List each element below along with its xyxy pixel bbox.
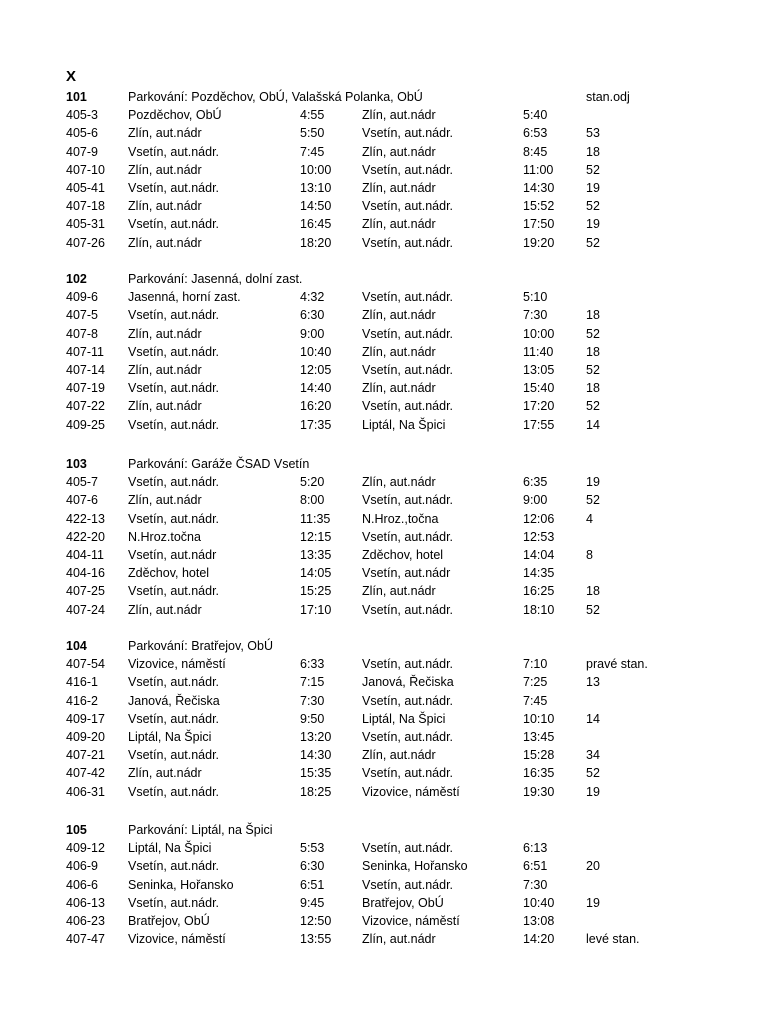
to-stop: Vsetín, aut.nádr. bbox=[362, 766, 454, 781]
trip-id: 405-31 bbox=[66, 217, 105, 232]
to-stop: Janová, Řečiska bbox=[362, 675, 454, 690]
schedule-block bbox=[0, 637, 768, 801]
departure-time: 4:32 bbox=[300, 290, 325, 305]
arrival-time: 13:08 bbox=[523, 913, 555, 928]
table-row bbox=[0, 361, 768, 379]
arrival-time: 11:00 bbox=[523, 162, 554, 177]
departure-time: 16:20 bbox=[300, 399, 332, 414]
from-stop: Zlín, aut.nádr bbox=[128, 602, 202, 617]
trip-id: 407-19 bbox=[66, 381, 105, 396]
departure-time: 6:51 bbox=[300, 877, 325, 892]
trip-id: 407-6 bbox=[66, 493, 98, 508]
to-stop: Vsetín, aut.nádr. bbox=[362, 235, 454, 250]
trip-id: 407-5 bbox=[66, 308, 98, 323]
trip-id: 405-3 bbox=[66, 108, 98, 123]
to-stop: Zlín, aut.nádr bbox=[362, 108, 436, 123]
from-stop: Zlín, aut.nádr bbox=[128, 235, 202, 250]
trip-id: 416-1 bbox=[66, 675, 98, 690]
trip-id: 409-25 bbox=[66, 417, 105, 432]
table-row bbox=[0, 234, 768, 252]
trip-id: 404-11 bbox=[66, 547, 104, 562]
arrival-time: 15:28 bbox=[523, 748, 555, 763]
table-row bbox=[0, 288, 768, 306]
stand-note: 18 bbox=[586, 344, 600, 359]
to-stop: Zlín, aut.nádr bbox=[362, 381, 436, 396]
to-stop: Zlín, aut.nádr bbox=[362, 344, 436, 359]
arrival-time: 5:40 bbox=[523, 108, 548, 123]
arrival-time: 7:10 bbox=[523, 657, 548, 672]
from-stop: Vsetín, aut.nádr. bbox=[128, 675, 220, 690]
parking-label: Parkování: Garáže ČSAD Vsetín bbox=[128, 457, 310, 471]
table-row bbox=[0, 601, 768, 619]
departure-time: 10:40 bbox=[300, 344, 332, 359]
arrival-time: 7:30 bbox=[523, 308, 548, 323]
departure-time: 10:00 bbox=[300, 162, 332, 177]
table-row bbox=[0, 912, 768, 930]
table-row bbox=[0, 179, 768, 197]
departure-time: 12:50 bbox=[300, 913, 332, 928]
from-stop: Vsetín, aut.nádr bbox=[128, 547, 217, 562]
departure-time: 6:30 bbox=[300, 308, 325, 323]
stand-note: 14 bbox=[586, 417, 600, 432]
to-stop: Zlín, aut.nádr bbox=[362, 932, 436, 947]
table-row bbox=[0, 564, 768, 582]
to-stop: Vsetín, aut.nádr. bbox=[362, 602, 454, 617]
trip-id: 406-13 bbox=[66, 895, 105, 910]
stand-note: 18 bbox=[586, 144, 600, 159]
departure-time: 14:05 bbox=[300, 566, 332, 581]
table-row bbox=[0, 839, 768, 857]
arrival-time: 12:53 bbox=[523, 529, 555, 544]
trip-id: 404-16 bbox=[66, 566, 105, 581]
block-number: 105 bbox=[66, 823, 87, 837]
to-stop: Vsetín, aut.nádr. bbox=[362, 126, 454, 141]
arrival-time: 19:30 bbox=[523, 784, 555, 799]
from-stop: Vsetín, aut.nádr. bbox=[128, 784, 220, 799]
block-number: 102 bbox=[66, 272, 87, 286]
trip-id: 406-9 bbox=[66, 859, 98, 874]
to-stop: Zlín, aut.nádr bbox=[362, 584, 436, 599]
from-stop: Vsetín, aut.nádr. bbox=[128, 895, 220, 910]
to-stop: Vsetín, aut.nádr. bbox=[362, 199, 454, 214]
table-row bbox=[0, 764, 768, 782]
arrival-time: 17:55 bbox=[523, 417, 555, 432]
table-row bbox=[0, 491, 768, 509]
stand-note: 18 bbox=[586, 308, 600, 323]
from-stop: Vsetín, aut.nádr. bbox=[128, 748, 220, 763]
to-stop: Vsetín, aut.nádr. bbox=[362, 877, 454, 892]
departure-time: 14:30 bbox=[300, 748, 332, 763]
from-stop: Jasenná, horní zast. bbox=[128, 290, 241, 305]
departure-time: 6:30 bbox=[300, 859, 325, 874]
parking-label: Parkování: Pozděchov, ObÚ, Valašská Polanka, ObÚ bbox=[128, 90, 423, 104]
arrival-time: 17:20 bbox=[523, 399, 555, 414]
departure-time: 7:45 bbox=[300, 144, 325, 159]
table-row bbox=[0, 197, 768, 215]
stand-note: 52 bbox=[586, 399, 600, 414]
document-title: X bbox=[66, 68, 77, 85]
departure-time: 7:15 bbox=[300, 675, 325, 690]
to-stop: Vsetín, aut.nádr. bbox=[362, 326, 454, 341]
departure-time: 9:45 bbox=[300, 895, 325, 910]
to-stop: N.Hroz.,točna bbox=[362, 511, 439, 526]
table-row bbox=[0, 710, 768, 728]
departure-time: 12:15 bbox=[300, 529, 332, 544]
departure-time: 5:20 bbox=[300, 475, 325, 490]
trip-id: 407-25 bbox=[66, 584, 105, 599]
table-row bbox=[0, 124, 768, 142]
arrival-time: 15:52 bbox=[523, 199, 555, 214]
to-stop: Vsetín, aut.nádr. bbox=[362, 841, 454, 856]
table-row bbox=[0, 416, 768, 434]
departure-time: 13:20 bbox=[300, 729, 332, 744]
arrival-time: 6:35 bbox=[523, 475, 548, 490]
table-row bbox=[0, 215, 768, 233]
trip-id: 407-24 bbox=[66, 602, 105, 617]
table-row bbox=[0, 397, 768, 415]
stand-note: 14 bbox=[586, 711, 600, 726]
trip-id: 406-6 bbox=[66, 877, 98, 892]
from-stop: Liptál, Na Špici bbox=[128, 729, 212, 744]
stand-note: 18 bbox=[586, 381, 600, 396]
from-stop: Vsetín, aut.nádr. bbox=[128, 584, 220, 599]
departure-time: 6:33 bbox=[300, 657, 325, 672]
table-row bbox=[0, 746, 768, 764]
to-stop: Liptál, Na Špici bbox=[362, 711, 446, 726]
arrival-time: 16:25 bbox=[523, 584, 555, 599]
to-stop: Vsetín, aut.nádr. bbox=[362, 693, 454, 708]
from-stop: Zlín, aut.nádr bbox=[128, 493, 202, 508]
trip-id: 416-2 bbox=[66, 693, 98, 708]
from-stop: Vizovice, náměstí bbox=[128, 932, 226, 947]
from-stop: Vsetín, aut.nádr. bbox=[128, 511, 220, 526]
parking-label: Parkování: Bratřejov, ObÚ bbox=[128, 639, 273, 653]
arrival-time: 17:50 bbox=[523, 217, 555, 232]
stand-note: 19 bbox=[586, 784, 600, 799]
departure-time: 12:05 bbox=[300, 362, 332, 377]
table-row bbox=[0, 528, 768, 546]
from-stop: Vizovice, náměstí bbox=[128, 657, 226, 672]
from-stop: Vsetín, aut.nádr. bbox=[128, 180, 220, 195]
block-header bbox=[0, 88, 768, 106]
table-row bbox=[0, 325, 768, 343]
to-stop: Zlín, aut.nádr bbox=[362, 144, 436, 159]
arrival-time: 12:06 bbox=[523, 511, 555, 526]
block-header bbox=[0, 637, 768, 655]
from-stop: N.Hroz.točna bbox=[128, 529, 201, 544]
trip-id: 409-17 bbox=[66, 711, 105, 726]
arrival-time: 7:25 bbox=[523, 675, 548, 690]
departure-time: 17:10 bbox=[300, 602, 332, 617]
stand-note: 52 bbox=[586, 162, 600, 177]
trip-id: 407-26 bbox=[66, 235, 105, 250]
departure-time: 15:25 bbox=[300, 584, 332, 599]
parking-label: Parkování: Jasenná, dolní zast. bbox=[128, 272, 303, 286]
table-row bbox=[0, 655, 768, 673]
departure-time: 5:53 bbox=[300, 841, 325, 856]
to-stop: Vsetín, aut.nádr. bbox=[362, 657, 454, 672]
from-stop: Vsetín, aut.nádr. bbox=[128, 344, 220, 359]
arrival-time: 16:35 bbox=[523, 766, 555, 781]
to-stop: Vsetín, aut.nádr. bbox=[362, 162, 454, 177]
stand-note: 18 bbox=[586, 584, 600, 599]
arrival-time: 7:30 bbox=[523, 877, 548, 892]
schedule-block bbox=[0, 88, 768, 252]
trip-id: 407-42 bbox=[66, 766, 105, 781]
table-row bbox=[0, 673, 768, 691]
arrival-time: 13:05 bbox=[523, 362, 555, 377]
arrival-time: 6:13 bbox=[523, 841, 548, 856]
departure-time: 9:00 bbox=[300, 326, 325, 341]
trip-id: 407-54 bbox=[66, 657, 105, 672]
trip-id: 405-7 bbox=[66, 475, 98, 490]
from-stop: Bratřejov, ObÚ bbox=[128, 913, 210, 928]
arrival-time: 15:40 bbox=[523, 381, 555, 396]
departure-time: 8:00 bbox=[300, 493, 325, 508]
trip-id: 407-11 bbox=[66, 344, 104, 359]
table-row bbox=[0, 473, 768, 491]
to-stop: Vsetín, aut.nádr bbox=[362, 566, 451, 581]
arrival-time: 10:10 bbox=[523, 711, 555, 726]
trip-id: 407-8 bbox=[66, 326, 98, 341]
parking-label: Parkování: Liptál, na Špici bbox=[128, 823, 273, 837]
block-header bbox=[0, 455, 768, 473]
departure-time: 17:35 bbox=[300, 417, 332, 432]
from-stop: Zděchov, hotel bbox=[128, 566, 210, 581]
stand-note: 52 bbox=[586, 493, 600, 508]
trip-id: 407-22 bbox=[66, 399, 105, 414]
table-row bbox=[0, 106, 768, 124]
to-stop: Vsetín, aut.nádr. bbox=[362, 362, 454, 377]
from-stop: Liptál, Na Špici bbox=[128, 841, 212, 856]
to-stop: Zděchov, hotel bbox=[362, 547, 444, 562]
arrival-time: 14:35 bbox=[523, 566, 555, 581]
from-stop: Zlín, aut.nádr bbox=[128, 362, 202, 377]
departure-time: 15:35 bbox=[300, 766, 332, 781]
table-row bbox=[0, 343, 768, 361]
departure-time: 4:55 bbox=[300, 108, 325, 123]
from-stop: Vsetín, aut.nádr. bbox=[128, 475, 220, 490]
to-stop: Vsetín, aut.nádr. bbox=[362, 729, 454, 744]
stand-note: 20 bbox=[586, 859, 600, 874]
trip-id: 405-41 bbox=[66, 180, 105, 195]
trip-id: 407-9 bbox=[66, 144, 98, 159]
departure-time: 18:25 bbox=[300, 784, 332, 799]
table-row bbox=[0, 857, 768, 875]
table-row bbox=[0, 783, 768, 801]
block-note: stan.odj bbox=[586, 90, 630, 104]
trip-id: 409-20 bbox=[66, 729, 105, 744]
to-stop: Vsetín, aut.nádr. bbox=[362, 493, 454, 508]
table-row bbox=[0, 143, 768, 161]
schedule-block bbox=[0, 455, 768, 619]
stand-note: 19 bbox=[586, 217, 600, 232]
to-stop: Liptál, Na Špici bbox=[362, 417, 446, 432]
to-stop: Seninka, Hořansko bbox=[362, 859, 468, 874]
to-stop: Zlín, aut.nádr bbox=[362, 475, 436, 490]
to-stop: Bratřejov, ObÚ bbox=[362, 895, 444, 910]
stand-note: 19 bbox=[586, 180, 600, 195]
departure-time: 18:20 bbox=[300, 235, 332, 250]
table-row bbox=[0, 876, 768, 894]
stand-note: levé stan. bbox=[586, 932, 640, 947]
to-stop: Zlín, aut.nádr bbox=[362, 308, 436, 323]
table-row bbox=[0, 161, 768, 179]
to-stop: Vsetín, aut.nádr. bbox=[362, 290, 454, 305]
departure-time: 13:10 bbox=[300, 180, 332, 195]
table-row bbox=[0, 582, 768, 600]
arrival-time: 9:00 bbox=[523, 493, 548, 508]
stand-note: 52 bbox=[586, 326, 600, 341]
table-row bbox=[0, 546, 768, 564]
block-header bbox=[0, 270, 768, 288]
from-stop: Vsetín, aut.nádr. bbox=[128, 711, 220, 726]
from-stop: Vsetín, aut.nádr. bbox=[128, 381, 220, 396]
trip-id: 422-13 bbox=[66, 511, 105, 526]
stand-note: 52 bbox=[586, 199, 600, 214]
table-row bbox=[0, 930, 768, 948]
stand-note: 53 bbox=[586, 126, 600, 141]
block-number: 101 bbox=[66, 90, 87, 104]
to-stop: Vsetín, aut.nádr. bbox=[362, 399, 454, 414]
trip-id: 407-18 bbox=[66, 199, 105, 214]
departure-time: 7:30 bbox=[300, 693, 325, 708]
arrival-time: 5:10 bbox=[523, 290, 548, 305]
departure-time: 14:40 bbox=[300, 381, 332, 396]
departure-time: 16:45 bbox=[300, 217, 332, 232]
to-stop: Zlín, aut.nádr bbox=[362, 217, 436, 232]
to-stop: Vsetín, aut.nádr. bbox=[362, 529, 454, 544]
trip-id: 409-6 bbox=[66, 290, 98, 305]
block-header bbox=[0, 821, 768, 839]
block-number: 104 bbox=[66, 639, 87, 653]
arrival-time: 19:20 bbox=[523, 235, 555, 250]
trip-id: 407-10 bbox=[66, 162, 105, 177]
departure-time: 5:50 bbox=[300, 126, 325, 141]
from-stop: Zlín, aut.nádr bbox=[128, 399, 202, 414]
stand-note: 52 bbox=[586, 766, 600, 781]
from-stop: Vsetín, aut.nádr. bbox=[128, 217, 220, 232]
arrival-time: 6:53 bbox=[523, 126, 548, 141]
table-row bbox=[0, 728, 768, 746]
from-stop: Vsetín, aut.nádr. bbox=[128, 417, 220, 432]
stand-note: 52 bbox=[586, 602, 600, 617]
trip-id: 407-21 bbox=[66, 748, 105, 763]
departure-time: 13:35 bbox=[300, 547, 332, 562]
trip-id: 407-14 bbox=[66, 362, 105, 377]
arrival-time: 13:45 bbox=[523, 729, 555, 744]
from-stop: Zlín, aut.nádr bbox=[128, 162, 202, 177]
stand-note: 19 bbox=[586, 475, 600, 490]
to-stop: Vizovice, náměstí bbox=[362, 784, 460, 799]
block-number: 103 bbox=[66, 457, 87, 471]
trip-id: 407-47 bbox=[66, 932, 105, 947]
to-stop: Zlín, aut.nádr bbox=[362, 748, 436, 763]
arrival-time: 14:30 bbox=[523, 180, 555, 195]
trip-id: 405-6 bbox=[66, 126, 98, 141]
schedule-block bbox=[0, 821, 768, 948]
departure-time: 13:55 bbox=[300, 932, 332, 947]
arrival-time: 6:51 bbox=[523, 859, 548, 874]
from-stop: Vsetín, aut.nádr. bbox=[128, 308, 220, 323]
to-stop: Vizovice, náměstí bbox=[362, 913, 460, 928]
arrival-time: 10:40 bbox=[523, 895, 555, 910]
from-stop: Seninka, Hořansko bbox=[128, 877, 234, 892]
from-stop: Zlín, aut.nádr bbox=[128, 199, 202, 214]
arrival-time: 14:04 bbox=[523, 547, 555, 562]
trip-id: 422-20 bbox=[66, 529, 105, 544]
table-row bbox=[0, 692, 768, 710]
arrival-time: 10:00 bbox=[523, 326, 555, 341]
departure-time: 14:50 bbox=[300, 199, 332, 214]
trip-id: 406-23 bbox=[66, 913, 105, 928]
schedule-block bbox=[0, 270, 768, 434]
from-stop: Pozděchov, ObÚ bbox=[128, 108, 222, 123]
table-row bbox=[0, 379, 768, 397]
stand-note: 8 bbox=[586, 547, 593, 562]
stand-note: 34 bbox=[586, 748, 600, 763]
arrival-time: 18:10 bbox=[523, 602, 555, 617]
stand-note: 4 bbox=[586, 511, 593, 526]
table-row bbox=[0, 306, 768, 324]
to-stop: Zlín, aut.nádr bbox=[362, 180, 436, 195]
from-stop: Zlín, aut.nádr bbox=[128, 326, 202, 341]
arrival-time: 7:45 bbox=[523, 693, 548, 708]
stand-note: 52 bbox=[586, 235, 600, 250]
from-stop: Janová, Řečiska bbox=[128, 693, 220, 708]
trip-id: 409-12 bbox=[66, 841, 105, 856]
from-stop: Zlín, aut.nádr bbox=[128, 126, 202, 141]
stand-note: 13 bbox=[586, 675, 600, 690]
from-stop: Vsetín, aut.nádr. bbox=[128, 859, 220, 874]
stand-note: pravé stan. bbox=[586, 657, 648, 672]
trip-id: 406-31 bbox=[66, 784, 105, 799]
arrival-time: 11:40 bbox=[523, 344, 554, 359]
departure-time: 11:35 bbox=[300, 511, 331, 526]
table-row bbox=[0, 894, 768, 912]
departure-time: 9:50 bbox=[300, 711, 325, 726]
table-row bbox=[0, 510, 768, 528]
arrival-time: 8:45 bbox=[523, 144, 548, 159]
from-stop: Zlín, aut.nádr bbox=[128, 766, 202, 781]
from-stop: Vsetín, aut.nádr. bbox=[128, 144, 220, 159]
arrival-time: 14:20 bbox=[523, 932, 555, 947]
stand-note: 19 bbox=[586, 895, 600, 910]
stand-note: 52 bbox=[586, 362, 600, 377]
